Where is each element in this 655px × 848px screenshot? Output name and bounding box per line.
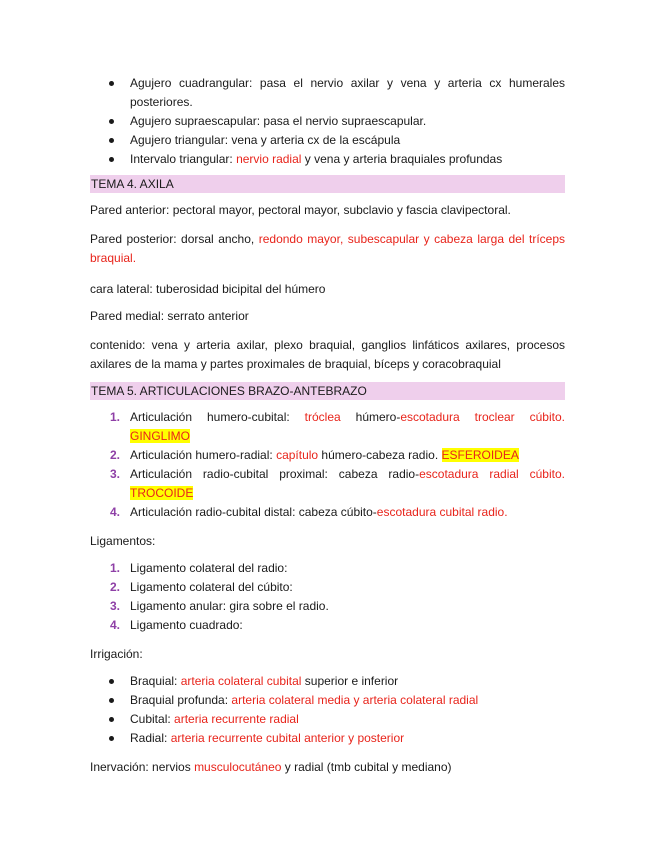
list-item: Agujero triangular: vena y arteria cx de la escápula	[90, 131, 565, 150]
section-header-tema5: TEMA 5. ARTICULACIONES BRAZO-ANTEBRAZO	[90, 382, 565, 400]
list-item: 4. Articulación radio-cubital distal: cabeza cúbito-escotadura cubital radio.	[110, 505, 508, 519]
list-item: 2. Articulación humero-radial: capítulo húmero-cabeza radio. ESFEROIDEA	[110, 448, 519, 462]
irrigacion-list	[90, 672, 565, 748]
list-item: Cubital: arteria recurrente radial	[90, 710, 565, 729]
list-item: 1. Ligamento colateral del radio:	[110, 561, 288, 575]
contenido: contenido: vena y arteria axilar, plexo braquial, ganglios linfáticos axilares, procesos axilares de la mama y partes proximales de braquial, bíceps y coracobraquial	[90, 338, 565, 371]
list-item: Intervalo triangular: nervio radial y vena y arteria braquiales profundas	[90, 150, 565, 169]
ligamentos-title: Ligamentos:	[90, 534, 156, 548]
cara-lateral: cara lateral: tuberosidad bicipital del húmero	[90, 282, 326, 296]
list-item: Agujero cuadrangular: pasa el nervio axilar y vena y arteria cx humerales posteriores.	[90, 74, 565, 112]
irrigacion-title: Irrigación:	[90, 647, 143, 661]
list-item: Agujero supraescapular: pasa el nervio supraescapular.	[90, 112, 565, 131]
foramen-list	[90, 74, 565, 169]
list-item: Radial: arteria recurrente cubital anterior y posterior	[90, 729, 565, 748]
list-item: 3. Articulación radio-cubital proximal: cabeza radio-escotadura radial cúbito. TROCOIDE	[110, 467, 565, 500]
inervacion: Inervación: nervios musculocutáneo y radial (tmb cubital y mediano)	[90, 760, 452, 774]
document-page	[90, 74, 565, 777]
list-item: 2. Ligamento colateral del cúbito:	[110, 580, 293, 594]
list-item: Braquial: arteria colateral cubital superior e inferior	[90, 672, 565, 691]
highlight-tag: ESFEROIDEA	[441, 448, 519, 462]
articulaciones-list	[90, 408, 565, 522]
list-item: 4. Ligamento cuadrado:	[110, 618, 243, 632]
highlight-tag: TROCOIDE	[130, 486, 194, 500]
section-header-tema4: TEMA 4. AXILA	[90, 175, 565, 193]
pared-medial: Pared medial: serrato anterior	[90, 309, 249, 323]
list-item: 1. Articulación humero-cubital: tróclea húmero-escotadura troclear cúbito. GINGLIMO	[110, 410, 565, 443]
list-item: Braquial profunda: arteria colateral media y arteria colateral radial	[90, 691, 565, 710]
list-item: 3. Ligamento anular: gira sobre el radio.	[110, 599, 329, 613]
highlight-tag: GINGLIMO	[130, 429, 191, 443]
pared-posterior: Pared posterior: dorsal ancho, redondo mayor, subescapular y cabeza larga del tríceps braquial.	[90, 232, 566, 265]
ligamentos-list	[90, 559, 565, 635]
pared-anterior: Pared anterior: pectoral mayor, pectoral mayor, subclavio y fascia clavipectoral.	[90, 203, 511, 217]
